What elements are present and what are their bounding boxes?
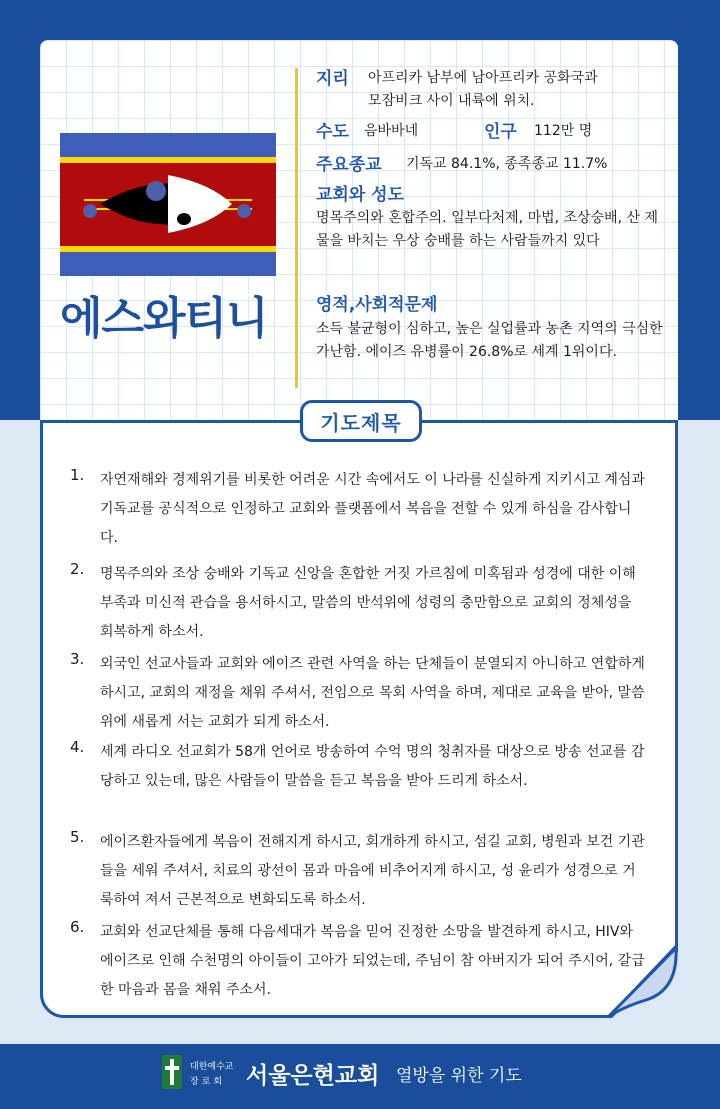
religion-value: 기독교 84.1%, 종족종교 11.7% (406, 156, 608, 172)
geography-line2: 모잠비크 사이 내륙에 위치. (368, 93, 535, 109)
prayer-item-text: 자연재해와 경제위기를 비롯한 어려운 시간 속에서도 이 나라를 신실하게 지키시고 계심과 기독교를 공식적으로 인정하고 교회와 플랫폼에서 복음을 전할 수 있게 하심을 감사합니다. (100, 472, 645, 546)
church-label: 교회와 성도 (316, 185, 405, 205)
denomination-line1: 대한예수교 (190, 1062, 234, 1072)
religion-label: 주요종교 (316, 155, 382, 175)
social-text: 소득 불균형이 심하고, 높은 실업률과 농촌 지역의 극심한 가난함. 에이즈 유병률이 26.8%로 세계 1위이다. (316, 321, 663, 360)
geography-label: 지리 (316, 69, 349, 89)
prayer-item-number: 4. (70, 738, 85, 756)
church-text: 명목주의와 혼합주의. 일부다처제, 마법, 조상숭배, 산 제물을 바치는 우상 숭배를 하는 사람들까지 있다 (316, 210, 659, 249)
prayer-item-number: 6. (70, 918, 85, 936)
prayer-item-text: 세계 라디오 선교회가 58개 언어로 방송하여 수억 명의 청취자를 대상으로 방송 선교를 감당하고 있는데, 많은 사람들이 말씀을 듣고 복음을 받아 드리게 하소서. (100, 744, 645, 789)
denomination-line2: 장로회 (190, 1077, 226, 1087)
capital-value: 음바바네 (364, 123, 419, 139)
prayer-item-number: 1. (70, 466, 85, 484)
eswatini-flag (60, 133, 276, 276)
prayer-item-text: 명목주의와 조상 숭배와 기독교 신앙을 혼합한 거짓 가르침에 미혹됨과 성경에 대한 이해 부족과 미신적 관습을 용서하시고, 말씀의 반석위에 성령의 충만함으로 교회의 정체성을 회복하게 하소서. (100, 566, 636, 640)
population-value: 112만 명 (534, 123, 593, 139)
church-name: 서울은현교회 (246, 1063, 380, 1089)
geography-line1: 아프리카 남부에 남아프리카 공화국과 (368, 70, 598, 86)
prayer-item-number: 5. (70, 828, 85, 846)
capital-label: 수도 (316, 122, 349, 142)
population-label: 인구 (484, 122, 517, 142)
social-label: 영적,사회적문제 (316, 295, 438, 315)
country-name: 에스와티니 (60, 293, 268, 344)
footer-tagline: 열방을 위한 기도 (396, 1066, 522, 1086)
prayer-item-text: 교회와 선교단체를 통해 다음세대가 복음을 믿어 진정한 소망을 발견하게 하시고, HIV와 에이즈로 인해 수천명의 아이들이 고아가 되었는데, 주님이 참 아버지가 되어 주시어, 갈급한 마음과 몸을 채워 주소서. (100, 924, 645, 998)
prayer-title-badge (300, 400, 422, 442)
prayer-item-number: 2. (70, 560, 85, 578)
info-divider (295, 68, 298, 388)
church-cross-icon (162, 1055, 182, 1089)
prayer-title: 기도제목 (320, 410, 402, 435)
prayer-item-number: 3. (70, 650, 85, 668)
prayer-item-text: 외국인 선교사들과 교회와 에이즈 관련 사역을 하는 단체들이 분열되지 아니하고 연합하게 하시고, 교회의 재정을 채워 주셔서, 전임으로 목회 사역을 하며, 제대로 교육을 받아, 말씀위에 새롭게 서는 교회가 되게 하소서. (100, 656, 645, 730)
prayer-item-text: 에이즈환자들에게 복음이 전해지게 하시고, 회개하게 하시고, 섬길 교회, 병원과 보건 기관들을 세워 주셔서, 치료의 광선이 몸과 마음에 비추어지게 하시고, 성 윤리가 성경으로 거룩하여 져서 근본적으로 변화되도록 하소서. (100, 834, 645, 908)
